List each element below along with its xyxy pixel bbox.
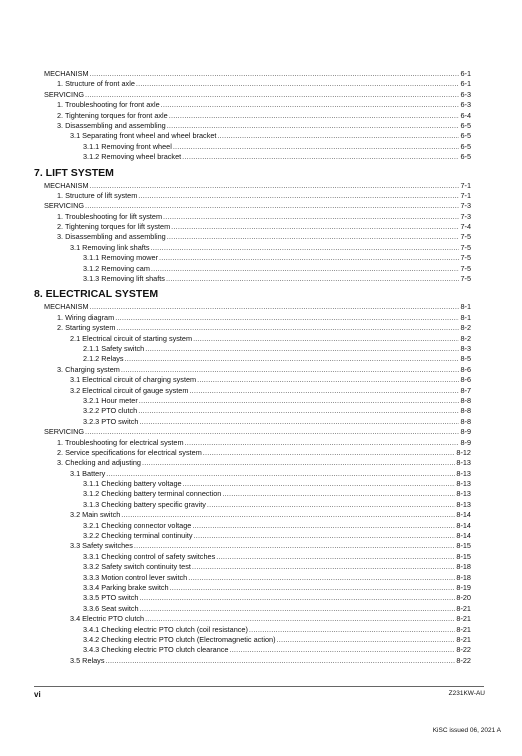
toc-entry-page: 8-1 <box>460 302 471 312</box>
toc-entry-title: 3.2.1 Hour meter <box>83 395 138 405</box>
dot-leader <box>161 100 460 110</box>
toc-entry[interactable] <box>34 365 471 375</box>
toc-entry-title: 3.3.2 Safety switch continuity test <box>83 562 191 572</box>
toc-entry-page: 8-13 <box>456 468 471 478</box>
toc-entry-title: 3.2 Main switch <box>70 510 121 520</box>
toc-entry-page: 7-1 <box>460 180 471 190</box>
toc-entry[interactable] <box>34 344 471 354</box>
dot-leader <box>163 212 459 222</box>
toc-entry-title: 2.1.1 Safety switch <box>83 343 145 353</box>
toc-entry-title: 3.1.1 Checking battery voltage <box>83 479 182 489</box>
toc-entry-page: 8-14 <box>456 520 471 530</box>
toc-entry[interactable] <box>34 593 471 603</box>
toc-entry-title: 2.1 Electrical circuit of starting system <box>70 333 193 343</box>
toc-entry-page: 7-5 <box>460 253 471 263</box>
toc-entry[interactable] <box>34 427 471 437</box>
dot-leader <box>139 593 455 603</box>
toc-entry[interactable] <box>34 222 471 232</box>
dot-leader <box>115 313 459 323</box>
toc-entry-title: 3. Disassembling and assembling <box>57 232 166 242</box>
toc-entry-title: 1. Structure of front axle <box>57 79 135 89</box>
toc-entry[interactable] <box>34 458 471 468</box>
toc-entry-page: 6-3 <box>460 100 471 110</box>
toc-entry[interactable] <box>34 562 471 572</box>
toc-entry-title: 2. Tightening torques for front axle <box>57 110 168 120</box>
dot-leader <box>166 274 460 284</box>
dot-leader <box>134 541 456 551</box>
toc-entry[interactable] <box>34 212 471 222</box>
toc-entry-page: 7-5 <box>460 232 471 242</box>
toc-entry[interactable] <box>34 448 471 458</box>
toc-entry-title: 3.1.2 Removing cam <box>83 263 150 273</box>
toc-entry[interactable] <box>34 264 471 274</box>
toc-entry[interactable] <box>34 573 471 583</box>
toc-entry[interactable] <box>34 69 471 79</box>
toc-entry[interactable] <box>34 489 471 499</box>
toc-entry[interactable] <box>34 635 471 645</box>
toc-entry[interactable] <box>34 253 471 263</box>
dot-leader <box>145 344 459 354</box>
toc-entry-page: 8-14 <box>456 531 471 541</box>
dot-leader <box>140 604 456 614</box>
section-heading: 8. ELECTRICAL SYSTEM <box>34 288 159 301</box>
dot-leader <box>138 191 459 201</box>
toc-entry-title: 3. Charging system <box>57 364 120 374</box>
toc-entry-title: 1. Troubleshooting for lift system <box>57 211 163 221</box>
toc-entry[interactable] <box>34 313 471 323</box>
toc-entry[interactable] <box>34 479 471 489</box>
toc-entry[interactable] <box>34 583 471 593</box>
footer-divider <box>34 686 484 687</box>
toc-entry-title: 3. Checking and adjusting <box>57 458 141 468</box>
toc-entry-page: 6-5 <box>460 131 471 141</box>
toc-entry-title: 3.3.4 Parking brake switch <box>83 582 169 592</box>
toc-entry[interactable] <box>34 375 471 385</box>
toc-entry-page: 8-14 <box>456 510 471 520</box>
toc-entry-page: 8-1 <box>460 312 471 322</box>
toc-entry[interactable] <box>34 552 471 562</box>
toc-entry-title: SERVICING <box>44 427 85 437</box>
toc-entry[interactable] <box>34 510 471 520</box>
dot-leader <box>145 614 455 624</box>
dot-leader <box>192 521 455 531</box>
toc-entry[interactable] <box>34 90 471 100</box>
toc-entry-title: 3.1.1 Removing mower <box>83 253 159 263</box>
toc-entry-page: 8-20 <box>456 593 471 603</box>
toc-entry-page: 8-9 <box>460 427 471 437</box>
toc-entry[interactable] <box>34 121 471 131</box>
toc-entry-page: 8-15 <box>456 551 471 561</box>
toc-entry-page: 8-21 <box>456 624 471 634</box>
toc-entry[interactable] <box>34 100 471 110</box>
dot-leader <box>116 323 459 333</box>
toc-entry-title: 2. Starting system <box>57 323 116 333</box>
dot-leader <box>90 69 460 79</box>
toc-entry-title: 3.1.2 Checking battery terminal connection <box>83 489 222 499</box>
toc-entry-title: 3.3.5 PTO switch <box>83 593 139 603</box>
toc-entry-title: 1. Structure of lift system <box>57 190 138 200</box>
dot-leader <box>159 253 459 263</box>
toc-entry[interactable] <box>34 396 471 406</box>
toc-entry-title: 3.1 Removing link shafts <box>70 242 150 252</box>
toc-entry-title: 1. Wiring diagram <box>57 312 115 322</box>
toc-entry-page: 8-21 <box>456 603 471 613</box>
toc-entry-title: 1. Troubleshooting for front axle <box>57 100 160 110</box>
toc-entry-title: 3.1 Electrical circuit of charging system <box>70 375 197 385</box>
toc-entry[interactable] <box>34 614 471 624</box>
toc-entry[interactable] <box>34 142 471 152</box>
dot-leader <box>169 111 460 121</box>
toc-entry-page: 7-5 <box>460 263 471 273</box>
dot-leader <box>173 142 460 152</box>
dot-leader <box>189 386 459 396</box>
toc-entry[interactable] <box>34 438 471 448</box>
dot-leader <box>193 334 459 344</box>
toc-entry[interactable] <box>34 79 471 89</box>
dot-leader <box>85 427 459 437</box>
toc-entry-page: 6-5 <box>460 141 471 151</box>
toc-entry-page: 8-8 <box>460 416 471 426</box>
toc-entry-page: 8-15 <box>456 541 471 551</box>
dot-leader <box>142 458 455 468</box>
toc-entry-page: 8-2 <box>460 333 471 343</box>
toc-entry-page: 7-1 <box>460 190 471 200</box>
toc-entry-title: 3.1 Separating front wheel and wheel bracket <box>70 131 217 141</box>
toc-entry-page: 8-18 <box>456 572 471 582</box>
toc-entry-page: 8-13 <box>456 458 471 468</box>
toc-entry[interactable] <box>34 386 471 396</box>
dot-leader <box>182 152 459 162</box>
toc-entry-title: 3. Disassembling and assembling <box>57 120 166 130</box>
toc-entry-page: 6-5 <box>460 120 471 130</box>
toc-entry-title: MECHANISM <box>44 302 89 312</box>
toc-entry-title: 3.1.2 Removing wheel bracket <box>83 152 182 162</box>
toc-entry-page: 8-22 <box>456 655 471 665</box>
toc-entry-title: 3.1.1 Removing front wheel <box>83 141 172 151</box>
toc-entry-title: 3.4.3 Checking electric PTO clutch clearance <box>83 645 229 655</box>
dot-leader <box>121 510 455 520</box>
toc-entry[interactable] <box>34 232 471 242</box>
toc-entry-title: 3.3 Safety switches <box>70 541 133 551</box>
dot-leader <box>185 438 460 448</box>
toc-entry-page: 8-2 <box>460 323 471 333</box>
dot-leader <box>136 79 460 89</box>
toc-entry-page: 8-19 <box>456 582 471 592</box>
toc-entry-page: 6-3 <box>460 89 471 99</box>
dot-leader <box>207 500 456 510</box>
toc-entry-title: 3.5 Relays <box>70 655 105 665</box>
toc-entry-title: 3.2.1 Checking connector voltage <box>83 520 192 530</box>
toc-entry-page: 6-1 <box>460 69 471 78</box>
dot-leader <box>167 121 460 131</box>
toc-entry[interactable] <box>34 656 471 666</box>
toc-entry[interactable] <box>34 541 471 551</box>
dot-leader <box>90 302 460 312</box>
toc-entry-page: 6-1 <box>460 79 471 89</box>
dot-leader <box>151 243 460 253</box>
toc-entry[interactable] <box>34 334 471 344</box>
toc-entry[interactable] <box>34 181 471 191</box>
toc-entry-title: 3.3.3 Motion control lever switch <box>83 572 188 582</box>
toc-entry-title: 3.2.2 PTO clutch <box>83 406 138 416</box>
toc-entry-title: 3.1 Battery <box>70 468 106 478</box>
dot-leader <box>170 583 456 593</box>
toc-entry-title: MECHANISM <box>44 69 89 78</box>
dot-leader <box>194 531 456 541</box>
toc-entry-page: 7-3 <box>460 201 471 211</box>
toc-entry[interactable] <box>34 354 471 364</box>
toc-entry-title: 2.1.2 Relays <box>83 354 124 364</box>
toc-entry-page: 8-13 <box>456 489 471 499</box>
page-number: vi <box>34 690 41 699</box>
dot-leader <box>121 365 460 375</box>
toc-entry-title: 3.3.1 Checking control of safety switches <box>83 551 216 561</box>
toc-entry[interactable] <box>34 469 471 479</box>
toc-entry[interactable] <box>34 243 471 253</box>
toc-entry-page: 8-7 <box>460 385 471 395</box>
toc-entry[interactable] <box>34 274 471 284</box>
toc-entry-page: 8-6 <box>460 364 471 374</box>
toc-entry-page: 8-6 <box>460 375 471 385</box>
toc-entry-page: 8-18 <box>456 562 471 572</box>
dot-leader <box>229 645 455 655</box>
toc-entry-title: 2. Tightening torques for lift system <box>57 222 171 232</box>
dot-leader <box>171 222 459 232</box>
table-of-contents <box>34 69 471 666</box>
dot-leader <box>139 417 459 427</box>
toc-entry[interactable] <box>34 604 471 614</box>
toc-entry-page: 8-3 <box>460 343 471 353</box>
dot-leader <box>85 90 459 100</box>
toc-entry[interactable] <box>34 323 471 333</box>
toc-entry[interactable] <box>34 152 471 162</box>
toc-entry-title: 2. Service specifications for electrical system <box>57 447 202 457</box>
dot-leader <box>203 448 456 458</box>
dot-leader <box>139 396 460 406</box>
toc-entry-title: 3.1.3 Checking battery specific gravity <box>83 499 206 509</box>
dot-leader <box>125 354 460 364</box>
toc-entry-title: 1. Troubleshooting for electrical system <box>57 437 184 447</box>
toc-entry-title: SERVICING <box>44 201 85 211</box>
toc-entry-page: 6-5 <box>460 152 471 162</box>
toc-entry-page: 8-12 <box>456 447 471 457</box>
dot-leader <box>216 552 455 562</box>
toc-entry-page: 8-8 <box>460 395 471 405</box>
toc-entry[interactable] <box>34 201 471 211</box>
dot-leader <box>85 201 459 211</box>
toc-entry-page: 8-8 <box>460 406 471 416</box>
dot-leader <box>222 489 455 499</box>
dot-leader <box>138 406 459 416</box>
dot-leader <box>277 635 456 645</box>
toc-entry-page: 8-21 <box>456 634 471 644</box>
toc-entry[interactable] <box>34 645 471 655</box>
toc-entry[interactable] <box>34 191 471 201</box>
toc-entry-page: 7-4 <box>460 222 471 232</box>
toc-entry-page: 7-5 <box>460 242 471 252</box>
dot-leader <box>106 469 455 479</box>
toc-entry[interactable] <box>34 131 471 141</box>
dot-leader <box>249 625 455 635</box>
toc-entry-title: 3.4.2 Checking electric PTO clutch (Electromagnetic action) <box>83 634 276 644</box>
toc-entry-title: 3.4.1 Checking electric PTO clutch (coil resistance) <box>83 624 248 634</box>
toc-entry[interactable] <box>34 406 471 416</box>
toc-entry-title: 3.3.6 Seat switch <box>83 603 139 613</box>
toc-entry[interactable] <box>34 521 471 531</box>
toc-entry-title: SERVICING <box>44 89 85 99</box>
toc-entry[interactable] <box>34 111 471 121</box>
dot-leader <box>90 181 460 191</box>
toc-entry-page: 6-4 <box>460 110 471 120</box>
toc-entry-title: 3.2 Electrical circuit of gauge system <box>70 385 189 395</box>
model-code: Z231KW-AU <box>448 690 485 697</box>
dot-leader <box>105 656 455 666</box>
toc-entry-page: 8-22 <box>456 645 471 655</box>
toc-entry-title: 3.2.2 Checking terminal continuity <box>83 531 193 541</box>
toc-entry-page: 7-5 <box>460 274 471 284</box>
section-heading: 7. LIFT SYSTEM <box>34 166 114 179</box>
toc-entry-title: MECHANISM <box>44 180 89 190</box>
toc-entry-title: 3.2.3 PTO switch <box>83 416 139 426</box>
toc-entry-page: 8-13 <box>456 499 471 509</box>
dot-leader <box>188 573 455 583</box>
toc-entry-page: 7-3 <box>460 211 471 221</box>
toc-entry-page: 8-5 <box>460 354 471 364</box>
toc-entry[interactable] <box>34 417 471 427</box>
issue-note: KiSC issued 06, 2021 A <box>432 727 501 734</box>
dot-leader <box>183 479 456 489</box>
toc-entry-page: 8-13 <box>456 479 471 489</box>
dot-leader <box>217 131 459 141</box>
toc-entry-page: 8-9 <box>460 437 471 447</box>
toc-entry[interactable] <box>34 531 471 541</box>
dot-leader <box>167 232 460 242</box>
dot-leader <box>197 375 459 385</box>
toc-entry-title: 3.1.3 Removing lift shafts <box>83 274 165 284</box>
toc-entry-page: 8-21 <box>456 614 471 624</box>
toc-entry[interactable] <box>34 302 471 312</box>
dot-leader <box>192 562 456 572</box>
dot-leader <box>151 264 460 274</box>
toc-entry[interactable] <box>34 625 471 635</box>
toc-entry[interactable] <box>34 500 471 510</box>
toc-entry-title: 3.4 Electric PTO clutch <box>70 614 145 624</box>
